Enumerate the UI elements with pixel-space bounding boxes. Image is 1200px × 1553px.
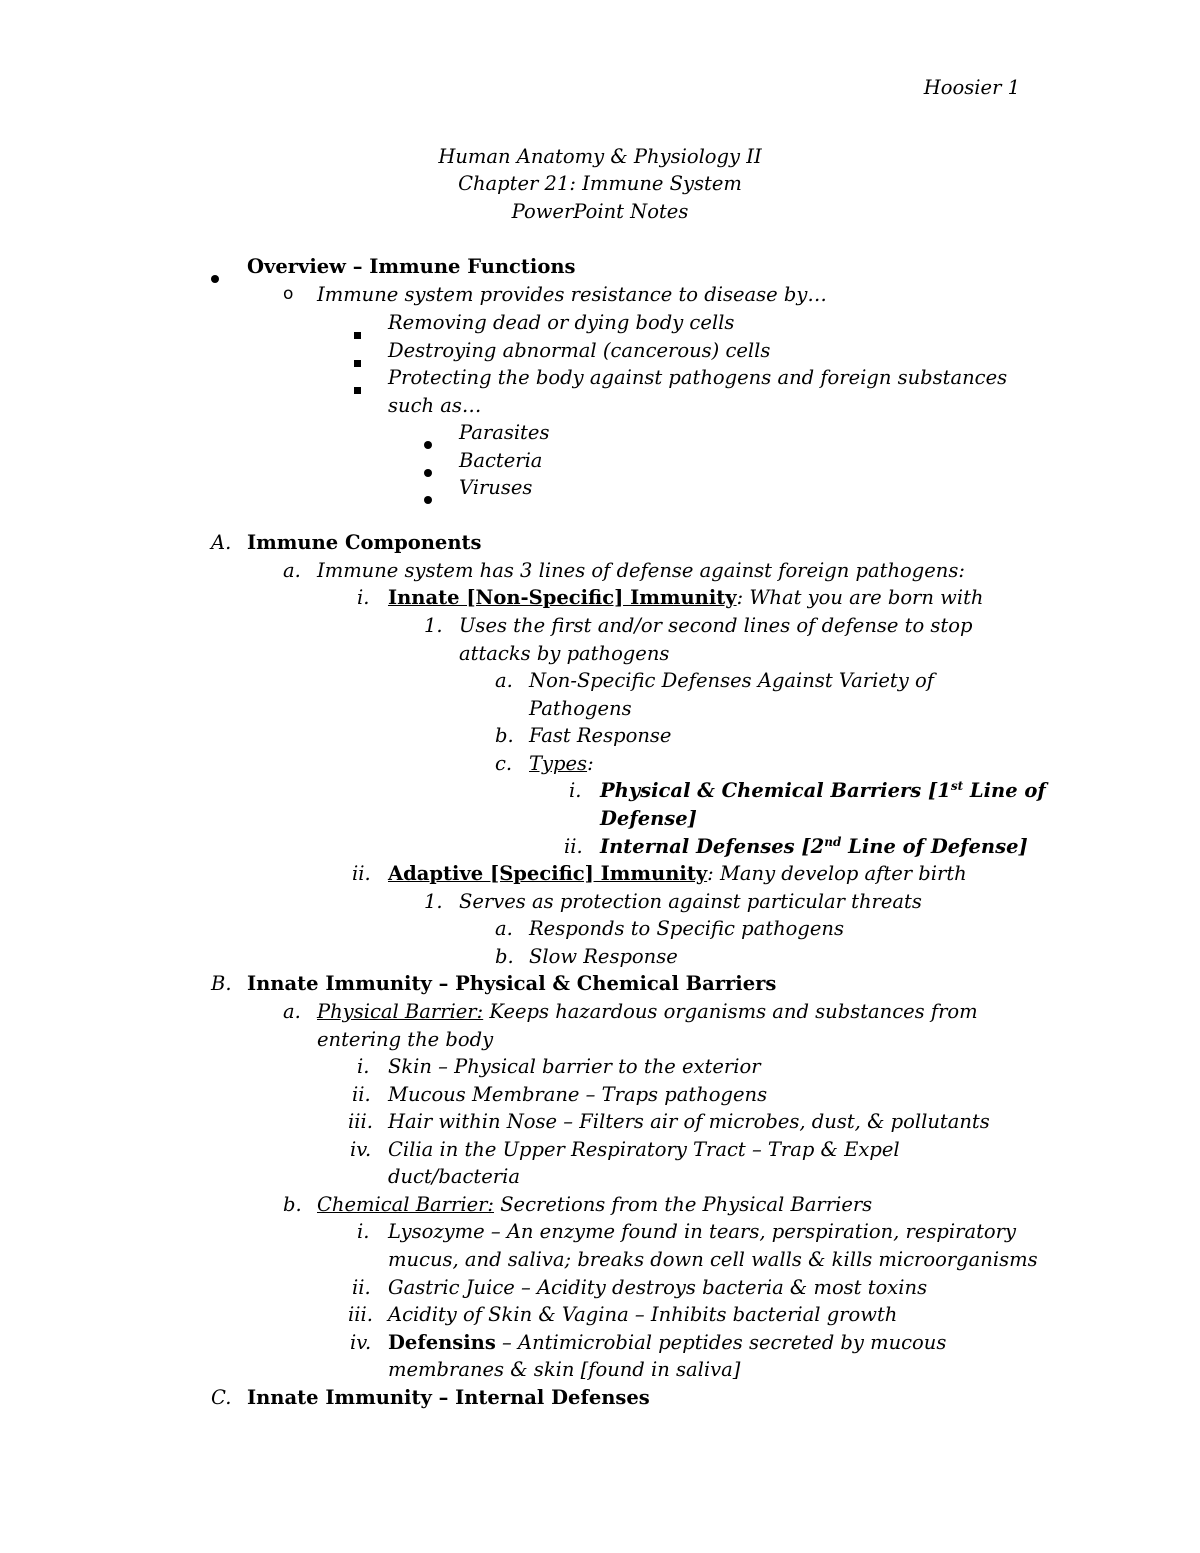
square-bullet-icon — [354, 360, 361, 367]
bullet-dot-icon — [424, 496, 432, 504]
section-b-heading: Innate Immunity – Physical & Chemical Barriers — [247, 972, 777, 995]
overview-heading: Overview – Immune Functions — [247, 255, 576, 278]
adaptive-label: Adaptive [Specific] Immunity — [388, 862, 708, 885]
section-c-heading: Innate Immunity – Internal Defenses — [247, 1386, 650, 1409]
document-page: Hoosier 1 Human Anatomy & Physiology II Chapter 21: Immune System PowerPoint Notes Overview – Immune Functions o Immune system provides resistance to disease by… Removing dead or dying body cells Destroying abnormal (cancerous) cells Protecting the body against pathogens and foreign substances such as… Parasites Bacteria Viruses A. Immune Components a. Immune system has 3 lines of defense against foreign pathogens: i. Innate [Non-Specific] Immunity: What you are born with 1. Uses the first and/or second lines of defense to stop attacks by pathogens a. Non-Specific Defenses Against Variety of Pathogens b. Fast Response c. Types: i. Physical & Chemical Barriers [1st Line of Defense] ii. Internal Defenses [2nd Line of Defense] ii. Adaptive [Specific] Immunity: Many develop after birth 1. Serves as protection against particular threats a. Responds to Specific pathogens b. Slow Response B. Innate Immunity – Physical & Chemical Barriers a. Physical Barrier: Keeps hazardous organisms and substances from entering the body i. Skin – Physical barrier to the exterior ii. Mucous Membrane – Traps pathogens iii. Hair within Nose – Filters air of microbes, dust, & pollutants iv. Cilia in the Upper Respiratory Tract – Trap & Expel duct/bacteria b. Chemical Barrier: Secretions from the Physical Barriers i. Lysozyme – An enzyme found in tears, perspiration, respiratory mucus, and saliva; breaks down cell walls & kills microorganisms ii. Gastric Juice – Acidity destroys bacteria & most toxins iii. Acidity of Skin & Vagina – Inhibits bacterial growth iv. Defensins – Antimicrobial peptides secreted by mucous membranes & skin [found in saliva] C. Innate Immunity – Internal Defenses — [0, 0, 1200, 1553]
defensins-term: Defensins — [388, 1331, 496, 1354]
course-title: Human Anatomy & Physiology II — [438, 145, 762, 168]
square-bullet-icon — [354, 332, 361, 339]
notes-subtitle: PowerPoint Notes — [511, 199, 689, 223]
running-header: Hoosier 1 — [923, 76, 1020, 99]
bullet-dot-icon — [211, 275, 219, 283]
section-a-heading: Immune Components — [247, 531, 482, 554]
bullet-dot-icon — [424, 469, 432, 477]
bullet-dot-icon — [424, 441, 432, 449]
overview-intro: Immune system provides resistance to disease by… — [317, 283, 827, 306]
circle-bullet-icon: o — [283, 284, 294, 304]
innate-label: Innate [Non-Specific] Immunity — [388, 586, 737, 609]
chapter-title: Chapter 21: Immune System — [458, 172, 742, 196]
title-block — [0, 143, 1200, 225]
square-bullet-icon — [354, 387, 361, 394]
